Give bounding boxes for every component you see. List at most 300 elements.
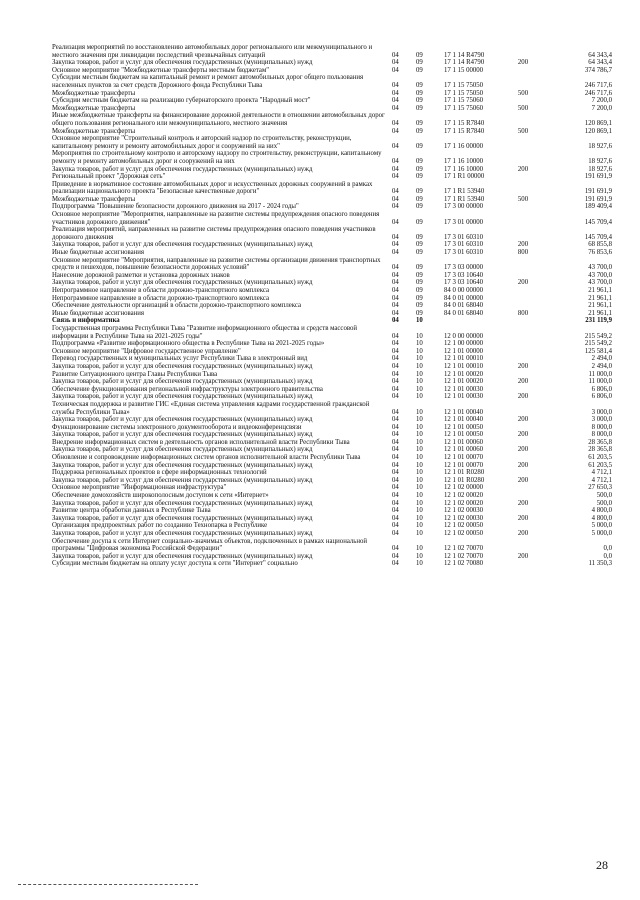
table-row: [52, 553, 612, 561]
row-target-article: 12 1 02 00000: [444, 484, 484, 492]
row-subsection-code: 10: [416, 332, 423, 340]
row-name: Основное мероприятие "Цифровое государственное управление": [52, 347, 241, 355]
row-amount: 27 650,3: [588, 484, 612, 492]
row-expense-type: [508, 355, 538, 363]
table-row: [52, 477, 612, 485]
row-expense-type: 200: [517, 393, 529, 401]
table-row: [52, 386, 612, 394]
table-row: [52, 393, 612, 401]
row-section-code: 04: [392, 66, 399, 74]
row-subsection-code: 10: [416, 484, 423, 492]
row-target-article: 17 1 16 00000: [444, 142, 484, 150]
row-section-code: 04: [392, 317, 399, 325]
table-row: [52, 530, 612, 538]
row-section-code: 04: [392, 552, 399, 560]
table-row: [52, 446, 612, 454]
row-amount: 21 961,1: [588, 287, 612, 294]
row-section-code: 04: [392, 560, 399, 568]
row-target-article: 17 1 16 10000: [444, 165, 484, 173]
table-row: [52, 500, 612, 508]
row-name: Закупка товаров, работ и услуг для обеспечения государственных (муниципальных) нужд: [52, 499, 313, 507]
row-name: Непрограммное направление в области дорожно-транспортного комплекса: [52, 294, 269, 302]
row-expense-type: [508, 507, 538, 515]
row-expense-type: [508, 317, 538, 325]
row-target-article: 12 0 00 00000: [444, 332, 484, 340]
table-row: [52, 507, 612, 515]
table-row: [52, 135, 612, 150]
row-name: Закупка товаров, работ и услуг для обеспечения государственных (муниципальных) нужд: [52, 552, 313, 560]
row-target-article: 84 0 01 68040: [444, 309, 484, 317]
row-amount: 246 717,6: [584, 89, 612, 97]
row-expense-type: [508, 538, 538, 553]
row-amount: 11 000,0: [588, 378, 612, 386]
row-section-code: 04: [392, 249, 399, 257]
row-target-article: 12 1 01 00030: [444, 393, 484, 401]
table-row: [52, 371, 612, 379]
row-name: Приведение в нормативное состояние автомобильных дорог и искусственных дорожных сооружений в рамках реализации национального проекта "Безопасные качественные дороги": [52, 180, 373, 196]
table-row: [52, 317, 612, 325]
row-name: Развитие Ситуационного центра Главы Республики Тыва: [52, 370, 218, 378]
row-expense-type: [508, 287, 538, 295]
table-row: [52, 44, 612, 59]
row-expense-type: [508, 272, 538, 280]
row-amount: 43 700,0: [588, 264, 612, 272]
row-name: Региональный проект "Дорожная сеть": [52, 173, 166, 181]
row-section-code: 04: [392, 203, 399, 211]
row-target-article: 12 1 01 00050: [444, 423, 484, 431]
row-name: Закупка товаров, работ и услуг для обеспечения государственных (муниципальных) нужд: [52, 241, 313, 249]
row-subsection-code: 09: [416, 271, 423, 279]
row-section-code: 04: [392, 157, 399, 165]
row-amount: 231 119,9: [585, 317, 612, 325]
row-subsection-code: 10: [416, 355, 423, 363]
row-section-code: 04: [392, 476, 399, 484]
row-name: Обеспечение функционирования региональной инфраструктуры электронного правительства: [52, 385, 323, 393]
row-amount: 2 494,0: [591, 362, 612, 370]
page-number: 28: [596, 858, 608, 872]
row-subsection-code: 10: [416, 370, 423, 378]
row-subsection-code: 09: [416, 249, 423, 257]
row-name: Связь и информатика: [52, 317, 120, 325]
row-subsection-code: 10: [416, 347, 423, 355]
bottom-dashed-rule: [18, 884, 198, 885]
table-row: [52, 401, 612, 416]
row-amount: 11 350,3: [588, 560, 612, 568]
row-name: Межбюджетные трансферты: [52, 89, 136, 97]
row-amount: 61 203,5: [588, 454, 612, 462]
row-amount: 120 869,1: [584, 119, 612, 127]
row-target-article: 12 1 02 70080: [444, 560, 484, 568]
row-subsection-code: 09: [416, 97, 423, 105]
table-row: [52, 424, 612, 432]
row-subsection-code: 10: [416, 438, 423, 446]
row-expense-type: [508, 386, 538, 394]
row-subsection-code: 10: [416, 393, 423, 401]
table-row: [52, 241, 612, 249]
row-target-article: 12 1 01 00060: [444, 446, 484, 454]
row-section-code: 04: [392, 294, 399, 302]
row-name: Закупка товаров, работ и услуг для обеспечения государственных (муниципальных) нужд: [52, 59, 313, 67]
row-subsection-code: 09: [416, 173, 423, 181]
row-target-article: 12 1 02 00030: [444, 507, 484, 515]
row-subsection-code: 10: [416, 514, 423, 522]
row-subsection-code: 10: [416, 416, 423, 424]
row-target-article: 12 1 00 00000: [444, 340, 484, 348]
row-target-article: 12 1 02 00020: [444, 492, 484, 500]
row-expense-type: 200: [517, 165, 529, 173]
row-expense-type: [508, 97, 538, 105]
row-subsection-code: 10: [416, 454, 423, 462]
row-target-article: 17 3 01 60310: [444, 233, 484, 241]
row-name: Межбюджетные трансферты: [52, 104, 136, 112]
row-expense-type: 200: [517, 378, 529, 386]
row-section-code: 04: [392, 378, 399, 386]
row-amount: 3 000,0: [591, 408, 612, 416]
row-expense-type: 200: [517, 416, 529, 424]
row-name: Закупка товаров, работ и услуг для обеспечения государственных (муниципальных) нужд: [52, 416, 313, 424]
row-target-article: 17 1 15 R7840: [444, 127, 485, 135]
table-row: [52, 462, 612, 470]
row-subsection-code: 09: [416, 51, 423, 59]
table-row: [52, 560, 612, 568]
row-expense-type: [508, 211, 538, 226]
row-section-code: 04: [392, 522, 399, 530]
row-target-article: 12 1 01 00020: [444, 370, 484, 378]
row-target-article: [444, 317, 508, 325]
row-name: Обеспечение деятельности организаций в области дорожно-транспортного комплекса: [52, 302, 302, 310]
row-target-article: 17 3 01 60310: [444, 241, 484, 249]
row-name: Закупка товаров, работ и услуг для обеспечения государственных (муниципальных) нужд: [52, 431, 313, 439]
row-target-article: 17 1 14 R4790: [444, 59, 485, 67]
row-target-article: 12 1 01 00020: [444, 378, 484, 386]
table-row: [52, 484, 612, 492]
row-expense-type: [508, 454, 538, 462]
row-amount: 76 853,6: [588, 249, 612, 257]
row-name: Закупка товаров, работ и услуг для обеспечения государственных (муниципальных) нужд: [52, 378, 313, 386]
row-name: Иные межбюджетные трансферты на финансирование дорожной деятельности в отношении автомобильных дорог общего пользования регионального или межмуниципального, местного значения: [52, 112, 385, 127]
row-section-code: 04: [392, 51, 399, 59]
row-subsection-code: 10: [416, 340, 423, 348]
row-subsection-code: 10: [416, 461, 423, 469]
row-subsection-code: 09: [416, 104, 423, 112]
row-target-article: 17 1 15 00000: [444, 66, 484, 74]
row-name: Закупка товаров, работ и услуг для обеспечения государственных (муниципальных) нужд: [52, 514, 313, 522]
row-subsection-code: 09: [416, 127, 423, 135]
row-expense-type: 500: [517, 195, 529, 203]
row-name: Организация предпроектных работ по созданию Технопарка в Республике: [52, 522, 268, 530]
row-section-code: 04: [392, 545, 399, 553]
row-section-code: 04: [392, 218, 399, 226]
row-name: Нанесение дорожной разметки и установка дорожных знаков: [52, 271, 230, 279]
row-expense-type: [508, 257, 538, 272]
row-section-code: 04: [392, 423, 399, 431]
row-section-code: 04: [392, 104, 399, 112]
table-row: [52, 454, 612, 462]
row-target-article: 17 3 03 10640: [444, 279, 484, 287]
row-section-code: 04: [392, 431, 399, 439]
row-subsection-code: 09: [416, 89, 423, 97]
row-subsection-code: 09: [416, 233, 423, 241]
row-expense-type: 500: [517, 89, 529, 97]
row-subsection-code: 09: [416, 81, 423, 89]
table-row: [52, 203, 612, 211]
row-section-code: 04: [392, 340, 399, 348]
row-subsection-code: 10: [416, 530, 423, 537]
row-amount: 4 712,1: [591, 476, 612, 484]
row-expense-type: 200: [517, 514, 529, 522]
row-section-code: 04: [392, 142, 399, 150]
row-name: Закупка товаров, работ и услуг для обеспечения государственных (муниципальных) нужд: [52, 393, 313, 401]
row-subsection-code: 10: [416, 385, 423, 393]
row-name: Обновление и сопровождение информационных систем органов исполнительной власти Республики Тыва: [52, 454, 361, 462]
row-target-article: 84 0 01 00000: [444, 294, 484, 302]
row-subsection-code: 10: [416, 317, 423, 325]
row-target-article: 12 1 01 00050: [444, 431, 484, 439]
row-subsection-code: 10: [416, 408, 423, 416]
row-expense-type: [508, 560, 538, 568]
row-amount: 0,0: [603, 545, 612, 553]
row-expense-type: [508, 74, 538, 89]
row-section-code: 04: [392, 241, 399, 249]
table-row: [52, 302, 612, 310]
table-row: [52, 439, 612, 447]
row-subsection-code: 09: [416, 264, 423, 272]
row-target-article: 12 1 01 00070: [444, 461, 484, 469]
row-subsection-code: 10: [416, 552, 423, 560]
row-expense-type: 200: [517, 59, 529, 67]
row-amount: 8 000,0: [591, 431, 612, 439]
row-section-code: 04: [392, 469, 399, 477]
row-section-code: 04: [392, 127, 399, 135]
row-amount: 4 712,1: [591, 469, 612, 477]
row-amount: 6 806,0: [591, 393, 612, 401]
row-expense-type: [508, 424, 538, 432]
row-subsection-code: 10: [416, 469, 423, 477]
row-target-article: 17 1 15 75050: [444, 81, 484, 89]
row-subsection-code: 10: [416, 423, 423, 431]
row-amount: 18 927,6: [588, 165, 612, 173]
row-target-article: 12 1 01 R0280: [444, 476, 485, 484]
row-amount: 215 549,2: [584, 340, 612, 348]
row-amount: 3 000,0: [591, 416, 612, 424]
table-row: [52, 105, 612, 113]
row-name: Межбюджетные трансферты: [52, 195, 136, 203]
row-expense-type: [508, 112, 538, 127]
table-row: [52, 363, 612, 371]
row-target-article: 17 1 16 10000: [444, 157, 484, 165]
row-expense-type: [508, 226, 538, 241]
row-name: Основное мероприятие "Мероприятия, направленные на развитие системы предупреждения опасного поведения участников дорожного движения": [52, 211, 380, 226]
row-name: Межбюджетные трансферты: [52, 127, 136, 135]
row-subsection-code: 09: [416, 157, 423, 165]
row-amount: 21 961,1: [588, 302, 612, 310]
row-subsection-code: 10: [416, 378, 423, 386]
row-name: Иные бюджетные ассигнования: [52, 309, 145, 317]
row-name: Закупка товаров, работ и услуг для обеспечения государственных (муниципальных) нужд: [52, 530, 313, 537]
row-target-article: 12 1 02 00030: [444, 514, 484, 522]
row-name: Закупка товаров, работ и услуг для обеспечения государственных (муниципальных) нужд: [52, 165, 313, 173]
table-row: [52, 325, 612, 340]
row-name: Функционирование системы электронного документооборота и видеоконференцсвязи: [52, 423, 302, 431]
row-subsection-code: 10: [416, 560, 423, 568]
row-expense-type: [508, 67, 538, 75]
row-amount: 61 203,5: [588, 461, 612, 469]
row-amount: 374 786,7: [584, 66, 612, 74]
row-amount: 191 691,9: [584, 188, 612, 196]
row-target-article: 12 1 02 00020: [444, 499, 484, 507]
row-expense-type: 200: [517, 552, 529, 560]
row-amount: 145 709,4: [584, 233, 612, 241]
row-expense-type: 500: [517, 127, 529, 135]
row-section-code: 04: [392, 59, 399, 67]
row-section-code: 04: [392, 355, 399, 363]
table-row: [52, 416, 612, 424]
row-target-article: 12 1 01 R0280: [444, 469, 485, 477]
table-row: [52, 522, 612, 530]
row-subsection-code: 09: [416, 241, 423, 249]
row-section-code: 04: [392, 514, 399, 522]
row-name: Иные бюджетные ассигнования: [52, 249, 145, 257]
row-section-code: 04: [392, 385, 399, 393]
row-subsection-code: 09: [416, 294, 423, 302]
row-expense-type: [508, 439, 538, 447]
row-expense-type: 200: [517, 499, 529, 507]
row-name: Обеспечение досупа к сети Интернет социально-значимых объектов, подключенных в рамках национальной программы "Цифровая экономика Российской Федерации": [52, 537, 368, 553]
table-row: [52, 355, 612, 363]
row-section-code: 04: [392, 507, 399, 515]
row-expense-type: [508, 340, 538, 348]
row-subsection-code: 10: [416, 431, 423, 439]
row-amount: 43 700,0: [588, 271, 612, 279]
row-target-article: 12 1 02 70070: [444, 552, 484, 560]
row-expense-type: [508, 348, 538, 356]
row-amount: 0,0: [603, 552, 612, 560]
row-subsection-code: 10: [416, 492, 423, 500]
row-expense-type: [508, 484, 538, 492]
table-row: [52, 257, 612, 272]
row-amount: 18 927,6: [588, 157, 612, 165]
row-name: Основное мероприятие "Мероприятия, направленные на развитие системы организации движения транспортных средств и пешеходов, повышение безопасности дорожных условий": [52, 256, 381, 272]
row-section-code: 04: [392, 408, 399, 416]
row-expense-type: 200: [517, 446, 529, 454]
row-name: Мероприятия по строительному контролю и авторскому надзору по строительству, реконструкции, капитальному ремонту и ремонту автомобильных дорог и сооружений на них: [52, 150, 382, 165]
row-expense-type: [508, 295, 538, 303]
row-target-article: 12 1 01 00000: [444, 347, 484, 355]
row-target-article: 17 1 R1 00000: [444, 173, 485, 181]
row-amount: 11 000,0: [588, 370, 612, 378]
row-name: Закупка товаров, работ и услуг для обеспечения государственных (муниципальных) нужд: [52, 362, 313, 370]
table-row: [52, 295, 612, 303]
row-amount: 500,0: [596, 499, 612, 507]
row-section-code: 04: [392, 173, 399, 181]
row-subsection-code: 10: [416, 499, 423, 507]
row-amount: 43 700,0: [588, 279, 612, 287]
row-target-article: 17 3 01 00000: [444, 218, 484, 226]
row-target-article: 17 3 01 60310: [444, 249, 484, 257]
row-amount: 145 709,4: [584, 218, 612, 226]
row-section-code: 04: [392, 119, 399, 127]
table-row: [52, 226, 612, 241]
row-section-code: 04: [392, 362, 399, 370]
row-target-article: 17 1 14 R4790: [444, 51, 485, 59]
row-amount: 5 000,0: [591, 522, 612, 530]
row-section-code: 04: [392, 287, 399, 294]
row-amount: 28 365,8: [588, 446, 612, 454]
row-target-article: 12 1 01 00010: [444, 362, 484, 370]
row-name: Основное мероприятие "Межбюджетные трансферты местным бюджетам": [52, 66, 270, 74]
row-name: Реализация мероприятий, направленных на развитие системы предупреждения опасного поведения участников дорожного движения: [52, 226, 376, 241]
row-subsection-code: 10: [416, 362, 423, 370]
row-amount: 28 365,8: [588, 438, 612, 446]
row-name: Развитие центра обработки данных в Республике Тыва: [52, 507, 211, 515]
row-amount: 2 494,0: [591, 355, 612, 363]
row-section-code: 04: [392, 309, 399, 317]
row-name: Закупка товаров, работ и услуг для обеспечения государственных (муниципальных) нужд: [52, 446, 313, 454]
table-row: [52, 181, 612, 196]
row-expense-type: [508, 522, 538, 530]
row-expense-type: [508, 150, 538, 165]
row-amount: 189 409,4: [584, 203, 612, 211]
row-name: Субсидии местным бюджетам на реализацию губернаторского проекта "Народный мост": [52, 97, 311, 105]
row-subsection-code: 09: [416, 66, 423, 74]
row-expense-type: 200: [517, 279, 529, 287]
row-expense-type: [508, 203, 538, 211]
row-section-code: 04: [392, 233, 399, 241]
row-section-code: 04: [392, 530, 399, 537]
row-expense-type: 800: [517, 249, 529, 257]
row-target-article: 17 3 03 10640: [444, 271, 484, 279]
row-expense-type: 200: [517, 241, 529, 249]
row-amount: 500,0: [596, 492, 612, 500]
table-row: [52, 74, 612, 89]
row-amount: 7 200,0: [591, 104, 612, 112]
row-target-article: 12 1 01 00040: [444, 416, 484, 424]
row-target-article: 12 1 02 70070: [444, 545, 484, 553]
table-row: [52, 287, 612, 295]
row-section-code: 04: [392, 188, 399, 196]
row-expense-type: 800: [517, 309, 529, 317]
table-row: [52, 97, 612, 105]
row-section-code: 04: [392, 499, 399, 507]
row-amount: 68 855,8: [588, 241, 612, 249]
row-target-article: 17 1 R1 53940: [444, 195, 485, 203]
row-amount: 18 927,6: [588, 142, 612, 150]
row-expense-type: 200: [517, 461, 529, 469]
row-expense-type: [508, 371, 538, 379]
row-subsection-code: 09: [416, 309, 423, 317]
table-row: [52, 431, 612, 439]
table-row: [52, 538, 612, 553]
row-amount: 21 961,1: [588, 309, 612, 317]
row-section-code: 04: [392, 454, 399, 462]
table-row: [52, 348, 612, 356]
row-subsection-code: 09: [416, 218, 423, 226]
row-amount: 246 717,6: [584, 81, 612, 89]
table-row: [52, 272, 612, 280]
table-row: [52, 112, 612, 127]
row-subsection-code: 09: [416, 188, 423, 196]
row-section-code: 04: [392, 416, 399, 424]
row-amount: 215 549,2: [584, 332, 612, 340]
row-target-article: 12 1 02 00050: [444, 530, 484, 537]
table-row: [52, 340, 612, 348]
row-subsection-code: 09: [416, 142, 423, 150]
row-target-article: 17 3 00 00000: [444, 203, 484, 211]
row-expense-type: [508, 492, 538, 500]
row-expense-type: 200: [517, 362, 529, 370]
row-name: Субсидии местным бюджетам на оплату услуг доступа к сети "Интернет" социально: [52, 560, 298, 568]
row-name: Техническая поддержка и развитие ГИС «Единая система управления кадрами государственной гражданской службы Республики Тыва»: [52, 400, 370, 416]
